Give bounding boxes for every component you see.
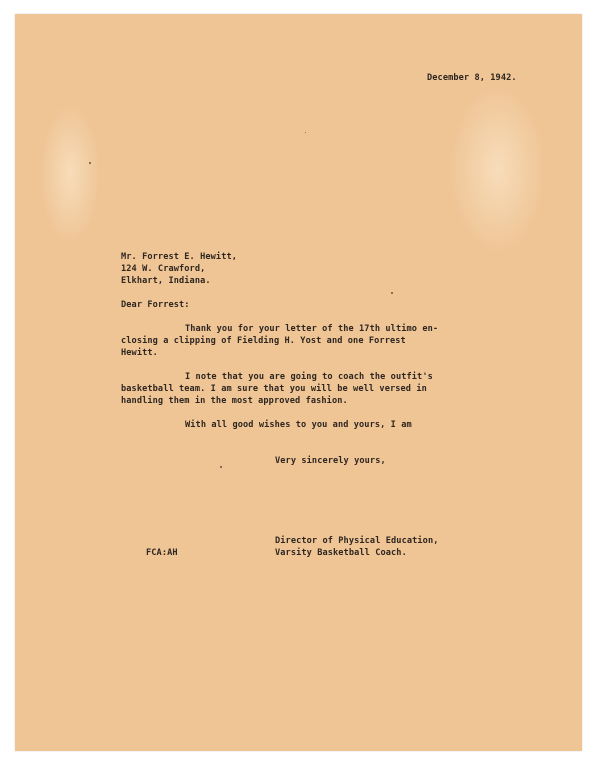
body-paragraph-3: With all good wishes to you and yours, I am	[185, 420, 412, 430]
salutation: Dear Forrest:	[121, 300, 190, 310]
signature-title-line: Director of Physical Education,	[275, 536, 439, 546]
letter-paper	[15, 14, 582, 751]
paragraph-line: I note that you are going to coach the outfit's	[185, 372, 433, 382]
paper-speck	[89, 162, 91, 164]
address-line: Elkhart, Indiana.	[121, 276, 211, 286]
paper-speck	[391, 292, 393, 294]
signature-title-line: Varsity Basketball Coach.	[275, 548, 407, 558]
address-line: 124 W. Crawford,	[121, 264, 206, 274]
paragraph-line: Hewitt.	[121, 348, 158, 358]
complimentary-closing: Very sincerely yours,	[275, 456, 386, 466]
paper-glare-left	[40, 104, 100, 244]
reference-initials: FCA:AH	[146, 548, 178, 558]
paper-glare-right	[450, 84, 545, 254]
address-line: Mr. Forrest E. Hewitt,	[121, 252, 238, 262]
paragraph-line: Thank you for your letter of the 17th ultimo en-	[185, 324, 439, 334]
letter-date: December 8, 1942.	[427, 73, 517, 83]
paper-speck	[220, 466, 222, 468]
paragraph-line: basketball team. I am sure that you will be well versed in	[121, 384, 427, 394]
paragraph-line: handling them in the most approved fashion.	[121, 396, 348, 406]
paper-speck	[305, 132, 306, 133]
paragraph-line: closing a clipping of Fielding H. Yost and one Forrest	[121, 336, 406, 346]
